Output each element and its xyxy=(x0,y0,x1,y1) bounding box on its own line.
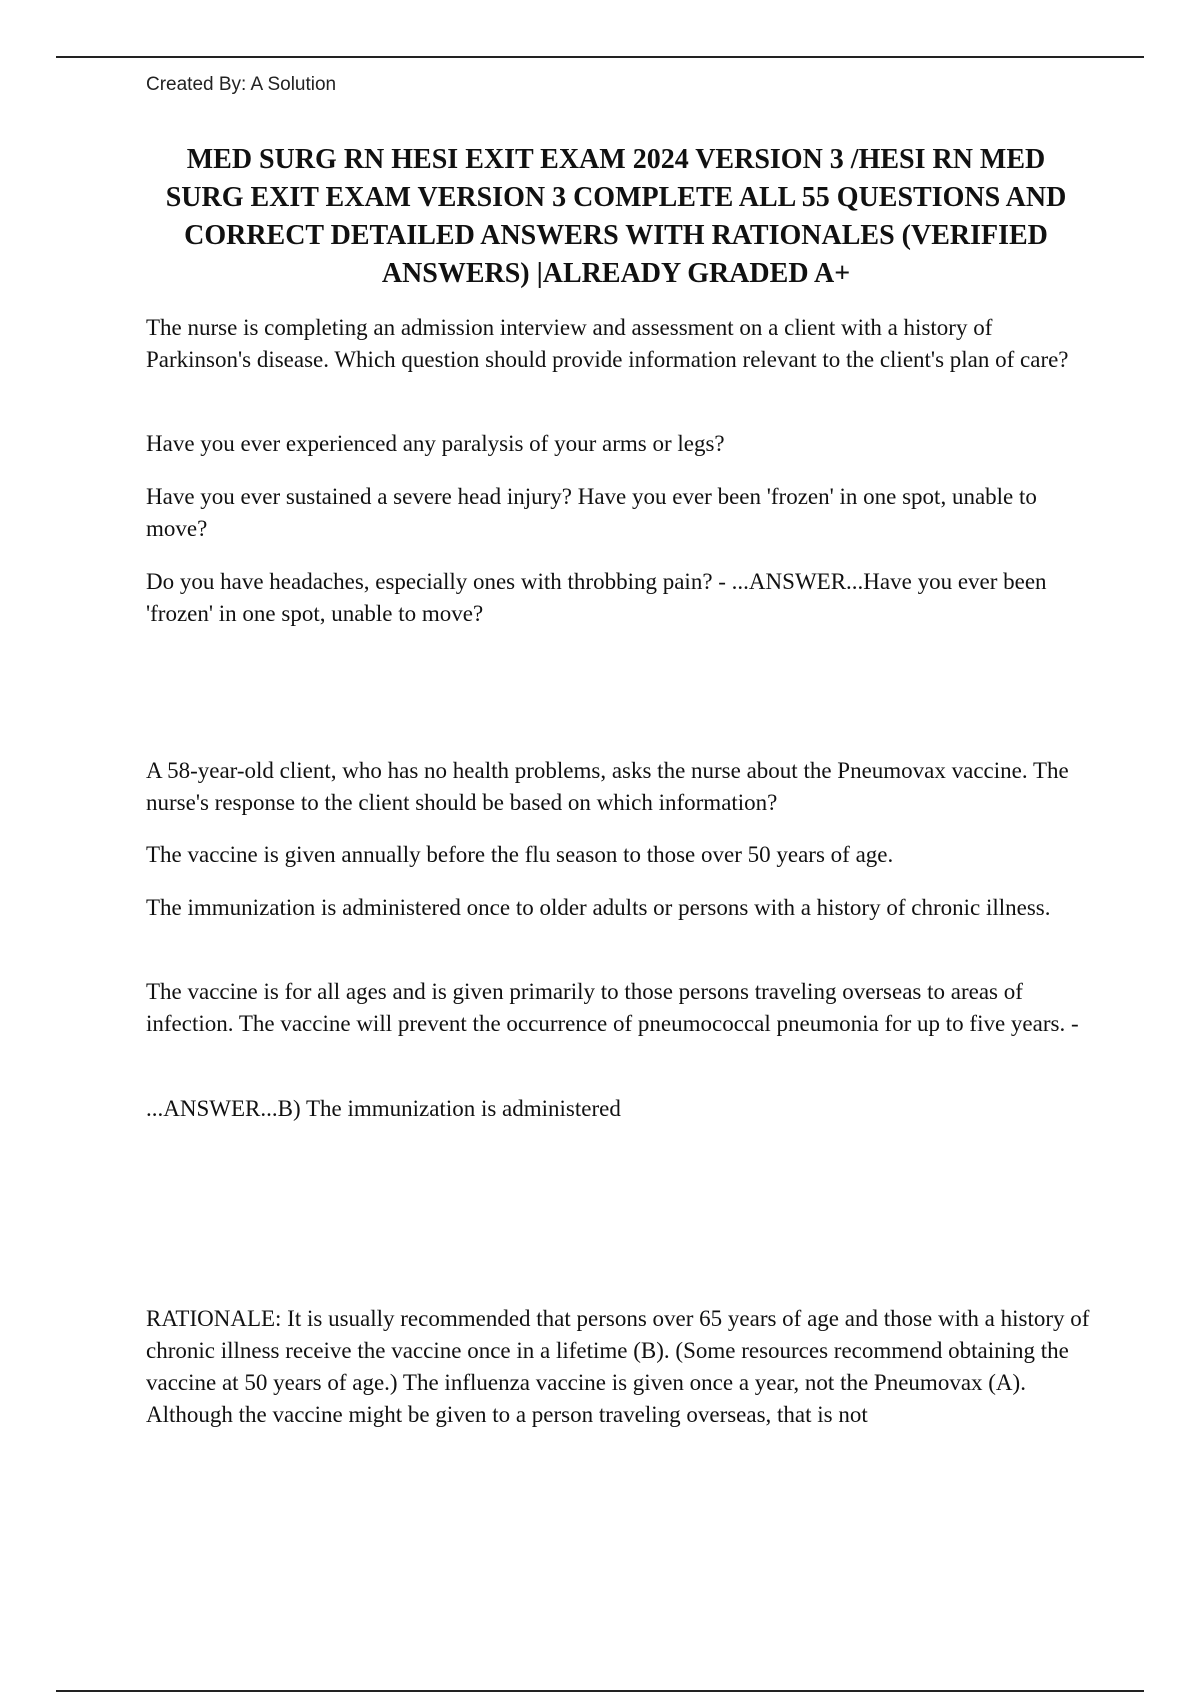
question-1-option-b: Have you ever sustained a severe head injury? Have you ever been 'frozen' in one spot, unable to move? xyxy=(146,484,1037,541)
question-2-option-c: The vaccine is for all ages and is given primarily to those persons traveling overseas to areas of infection. The vaccine will prevent the occurrence of pneumococcal pneumonia for up to five years. - xyxy=(146,979,1079,1036)
question-1-stem: The nurse is completing an admission interview and assessment on a client with a history of Parkinson's disease. Which question should provide information relevant to the client's plan of care? xyxy=(146,315,1069,372)
footer-divider xyxy=(56,1690,1144,1692)
question-2-rationale: RATIONALE: It is usually recommended that persons over 65 years of age and those with a history of chronic illness receive the vaccine once in a lifetime (B). (Some resources recommend obtaining the vaccine at 50 years of age.) The influenza vaccine is given once a year, not the Pneumovax (A). Although the vaccine might be given to a person traveling overseas, that is not xyxy=(146,1306,1090,1427)
question-1-option-c-answer: Do you have headaches, especially ones with throbbing pain? - ...ANSWER...Have you ever been 'frozen' in one spot, unable to move? xyxy=(146,569,1047,626)
question-2-answer: ...ANSWER...B) The immunization is administered xyxy=(146,1096,621,1121)
question-1-option-a: Have you ever experienced any paralysis of your arms or legs? xyxy=(146,431,725,456)
question-2-option-b: The immunization is administered once to older adults or persons with a history of chronic illness. xyxy=(146,895,1051,920)
question-2-stem: A 58-year-old client, who has no health problems, asks the nurse about the Pneumovax vaccine. The nurse's response to the client should be based on which information? xyxy=(146,758,1069,815)
created-by-note: Created By: A Solution xyxy=(146,74,337,95)
document-title: MED SURG RN HESI EXIT EXAM 2024 VERSION 3 /HESI RN MED SURG EXIT EXAM VERSION 3 COMPLETE ALL 55 QUESTIONS AND CORRECT DETAILED ANSWERS WITH RATIONALES (VERIFIED ANSWERS) |ALREADY GRADED A+ xyxy=(165,144,1067,289)
question-2-option-a: The vaccine is given annually before the flu season to those over 50 years of age. xyxy=(146,842,894,867)
header-divider xyxy=(56,56,1144,58)
